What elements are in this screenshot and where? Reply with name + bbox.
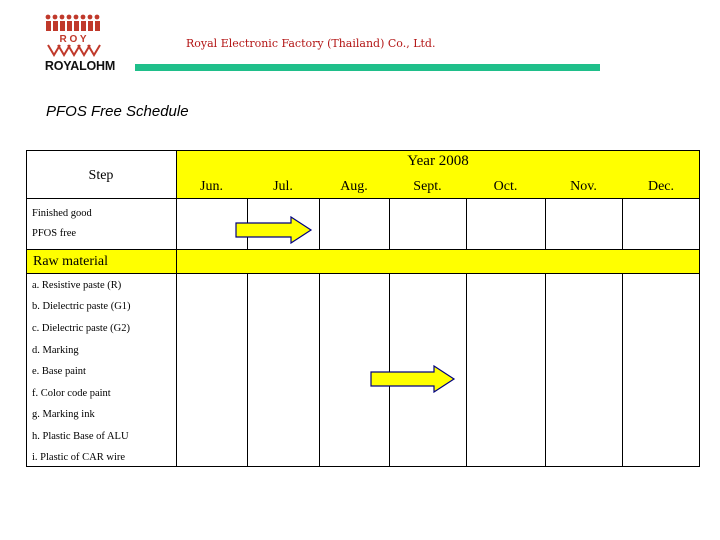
grid-line: [26, 249, 700, 250]
raw-item: g. Marking ink: [32, 409, 95, 420]
raw-material-fill: [26, 249, 700, 273]
raw-item: f. Color code paint: [32, 388, 111, 399]
schedule-table: [26, 150, 700, 467]
raw-item: e. Base paint: [32, 366, 86, 377]
raw-item: a. Resistive paste (R): [32, 280, 122, 291]
month-dec: Dec.: [647, 179, 675, 194]
company-name: Royal Electronic Factory (Thailand) Co., Ltd.: [186, 37, 436, 50]
grid-line: [622, 198, 623, 249]
grid-line: [622, 273, 623, 467]
month-sept: Sept.: [413, 179, 442, 194]
logo-mark-text: R O Y: [59, 34, 87, 45]
raw-item: d. Marking: [32, 345, 79, 356]
month-jun: Jun.: [200, 179, 223, 194]
company-logo: [28, 12, 132, 74]
grid-line: [176, 150, 177, 467]
grid-line: [545, 198, 546, 249]
schedule-arrow-base-paint-sept-icon: [370, 365, 456, 393]
raw-item: i. Plastic of CAR wire: [32, 452, 126, 463]
finished-good-label: Finished good: [32, 208, 92, 219]
grid-line: [26, 150, 27, 467]
header-accent-bar: [135, 64, 600, 71]
schedule-arrow-finished-jul-icon: [235, 216, 313, 244]
grid-line: [26, 273, 700, 274]
grid-line: [319, 273, 320, 467]
raw-item: c. Dielectric paste (G2): [32, 323, 130, 334]
grid-line: [389, 198, 390, 249]
pfos-free-label: PFOS free: [32, 228, 77, 239]
step-header: Step: [88, 168, 114, 183]
grid-line: [26, 150, 700, 151]
royalohm-logo-icon: [28, 12, 132, 60]
logo-text: ROYALOHM: [44, 59, 116, 73]
month-jul: Jul.: [273, 179, 293, 194]
month-aug: Aug.: [340, 179, 368, 194]
grid-line: [545, 273, 546, 467]
grid-line: [247, 273, 248, 467]
grid-line: [466, 273, 467, 467]
month-oct: Oct.: [493, 179, 518, 194]
grid-line: [26, 198, 700, 199]
year-header: Year 2008: [407, 153, 469, 169]
raw-material-label: Raw material: [33, 254, 109, 269]
grid-line: [699, 150, 700, 467]
page-title: PFOS Free Schedule: [46, 103, 189, 120]
raw-item: h. Plastic Base of ALU: [32, 431, 129, 442]
grid-line: [466, 198, 467, 249]
grid-line: [26, 466, 700, 467]
raw-item: b. Dielectric paste (G1): [32, 301, 131, 312]
month-nov: Nov.: [570, 179, 597, 194]
grid-line: [319, 198, 320, 249]
